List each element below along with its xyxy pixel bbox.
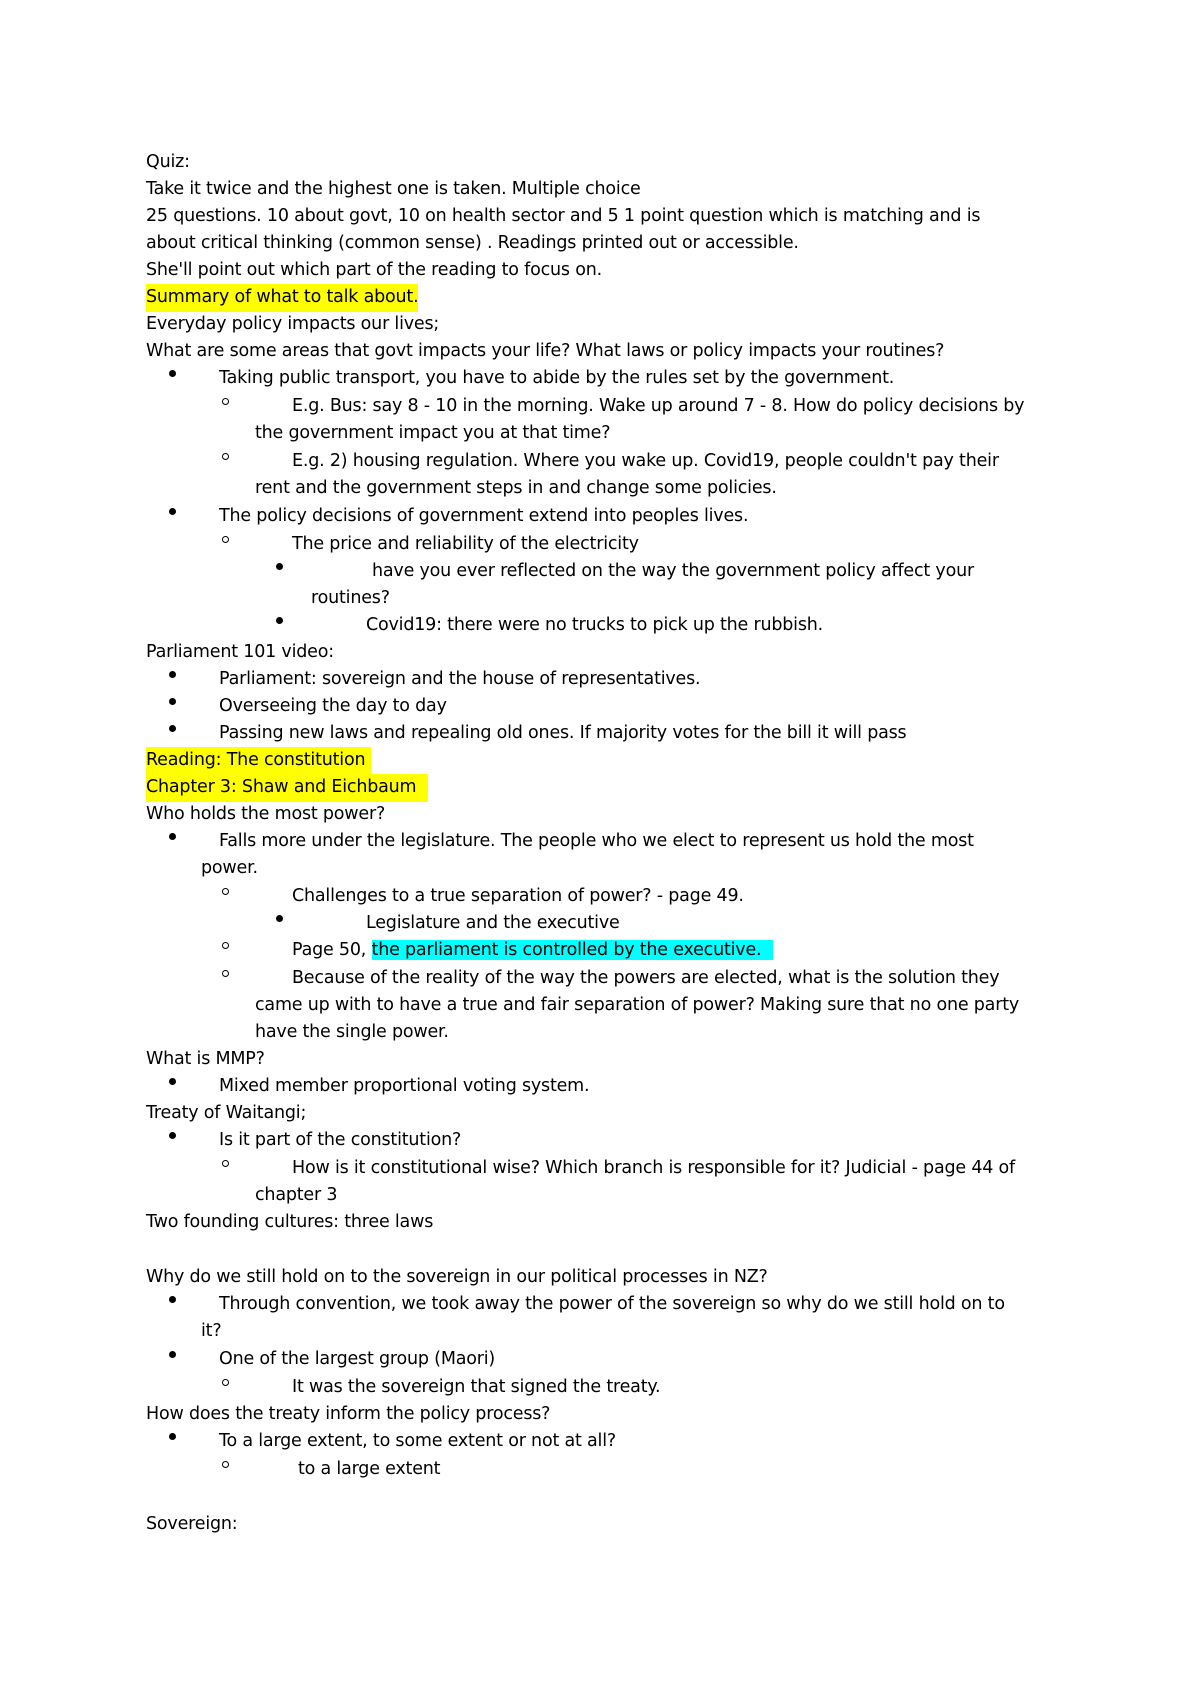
bullet-icon bbox=[169, 833, 176, 840]
bullet-icon bbox=[169, 725, 176, 732]
highlighted-heading: Summary of what to talk about. bbox=[146, 284, 418, 312]
bullet-icon bbox=[169, 1296, 176, 1303]
bullet-icon bbox=[169, 671, 176, 678]
list-item bbox=[292, 937, 773, 965]
list-item-continuation: rent and the government steps in and change some policies. bbox=[255, 478, 777, 498]
list-item: How is it constitutional wise? Which branch is responsible for it? Judicial - page 44 of bbox=[292, 1158, 1016, 1178]
text-line: about critical thinking (common sense) . Readings printed out or accessible. bbox=[146, 233, 799, 253]
list-item: Mixed member proportional voting system. bbox=[219, 1076, 590, 1096]
bullet-icon bbox=[169, 1132, 176, 1139]
bullet-icon bbox=[276, 563, 283, 570]
highlighted-heading: Chapter 3: Shaw and Eichbaum bbox=[146, 774, 428, 802]
list-item-continuation: power. bbox=[201, 858, 258, 878]
circle-bullet-icon bbox=[222, 1160, 229, 1167]
circle-bullet-icon bbox=[222, 970, 229, 977]
list-item: To a large extent, to some extent or not at all? bbox=[219, 1431, 616, 1451]
quiz-heading: Quiz: bbox=[146, 152, 190, 172]
cyan-highlight: the parliament is controlled by the executive. bbox=[372, 940, 774, 960]
list-item: It was the sovereign that signed the treaty. bbox=[292, 1377, 661, 1397]
list-item: One of the largest group (Maori) bbox=[219, 1349, 496, 1369]
text-line: What are some areas that govt impacts your life? What laws or policy impacts your routines? bbox=[146, 341, 945, 361]
bullet-icon bbox=[169, 370, 176, 377]
list-item-continuation: routines? bbox=[311, 588, 390, 608]
section-heading: How does the treaty inform the policy process? bbox=[146, 1404, 551, 1424]
circle-bullet-icon bbox=[222, 1379, 229, 1386]
list-item: Passing new laws and repealing old ones. If majority votes for the bill it will pass bbox=[219, 723, 907, 743]
bullet-icon bbox=[169, 1433, 176, 1440]
text-line: Two founding cultures: three laws bbox=[146, 1212, 434, 1232]
text-line: Take it twice and the highest one is taken. Multiple choice bbox=[146, 179, 641, 199]
circle-bullet-icon bbox=[222, 453, 229, 460]
list-item: Parliament: sovereign and the house of representatives. bbox=[219, 669, 701, 689]
highlighted-heading: Reading: The constitution bbox=[146, 747, 371, 775]
text-line: Everyday policy impacts our lives; bbox=[146, 314, 440, 334]
bullet-icon bbox=[169, 1078, 176, 1085]
list-item: Through convention, we took away the power of the sovereign so why do we still hold on to bbox=[219, 1294, 1005, 1314]
circle-bullet-icon bbox=[222, 1461, 229, 1468]
list-item: Challenges to a true separation of power? - page 49. bbox=[292, 886, 744, 906]
list-item: Because of the reality of the way the powers are elected, what is the solution they bbox=[292, 968, 1000, 988]
bullet-icon bbox=[276, 617, 283, 624]
bullet-icon bbox=[169, 698, 176, 705]
section-heading: What is MMP? bbox=[146, 1049, 265, 1069]
circle-bullet-icon bbox=[222, 942, 229, 949]
text-line: 25 questions. 10 about govt, 10 on health sector and 5 1 point question which is matching and is bbox=[146, 206, 981, 226]
list-item: to a large extent bbox=[298, 1459, 441, 1479]
list-item: Overseeing the day to day bbox=[219, 696, 447, 716]
section-heading: Why do we still hold on to the sovereign in our political processes in NZ? bbox=[146, 1267, 768, 1287]
list-item-continuation: chapter 3 bbox=[255, 1185, 338, 1205]
section-heading: Who holds the most power? bbox=[146, 804, 386, 824]
section-heading: Sovereign: bbox=[146, 1514, 238, 1534]
list-item-continuation: came up with to have a true and fair separation of power? Making sure that no one party bbox=[255, 995, 1020, 1015]
list-item: have you ever reflected on the way the government policy affect your bbox=[372, 561, 974, 581]
section-heading: Treaty of Waitangi; bbox=[146, 1103, 307, 1123]
list-item: Is it part of the constitution? bbox=[219, 1130, 462, 1150]
bullet-icon bbox=[169, 508, 176, 515]
list-item: E.g. 2) housing regulation. Where you wake up. Covid19, people couldn't pay their bbox=[292, 451, 999, 471]
list-item: The price and reliability of the electricity bbox=[292, 534, 639, 554]
list-item-continuation: it? bbox=[201, 1321, 222, 1341]
circle-bullet-icon bbox=[222, 398, 229, 405]
list-item: E.g. Bus: say 8 - 10 in the morning. Wake up around 7 - 8. How do policy decisions by bbox=[292, 396, 1025, 416]
list-item: Legislature and the executive bbox=[366, 913, 620, 933]
bullet-icon bbox=[276, 915, 283, 922]
list-item: The policy decisions of government extend into peoples lives. bbox=[219, 506, 749, 526]
circle-bullet-icon bbox=[222, 888, 229, 895]
list-item: Taking public transport, you have to abide by the rules set by the government. bbox=[219, 368, 895, 388]
text-line: She'll point out which part of the reading to focus on. bbox=[146, 260, 602, 280]
page-reference: Page 50, bbox=[292, 940, 372, 960]
list-item-continuation: have the single power. bbox=[255, 1022, 449, 1042]
bullet-icon bbox=[169, 1351, 176, 1358]
section-heading: Parliament 101 video: bbox=[146, 642, 334, 662]
list-item-continuation: the government impact you at that time? bbox=[255, 423, 611, 443]
list-item: Covid19: there were no trucks to pick up the rubbish. bbox=[366, 615, 824, 635]
list-item: Falls more under the legislature. The people who we elect to represent us hold the most bbox=[219, 831, 974, 851]
circle-bullet-icon bbox=[222, 536, 229, 543]
